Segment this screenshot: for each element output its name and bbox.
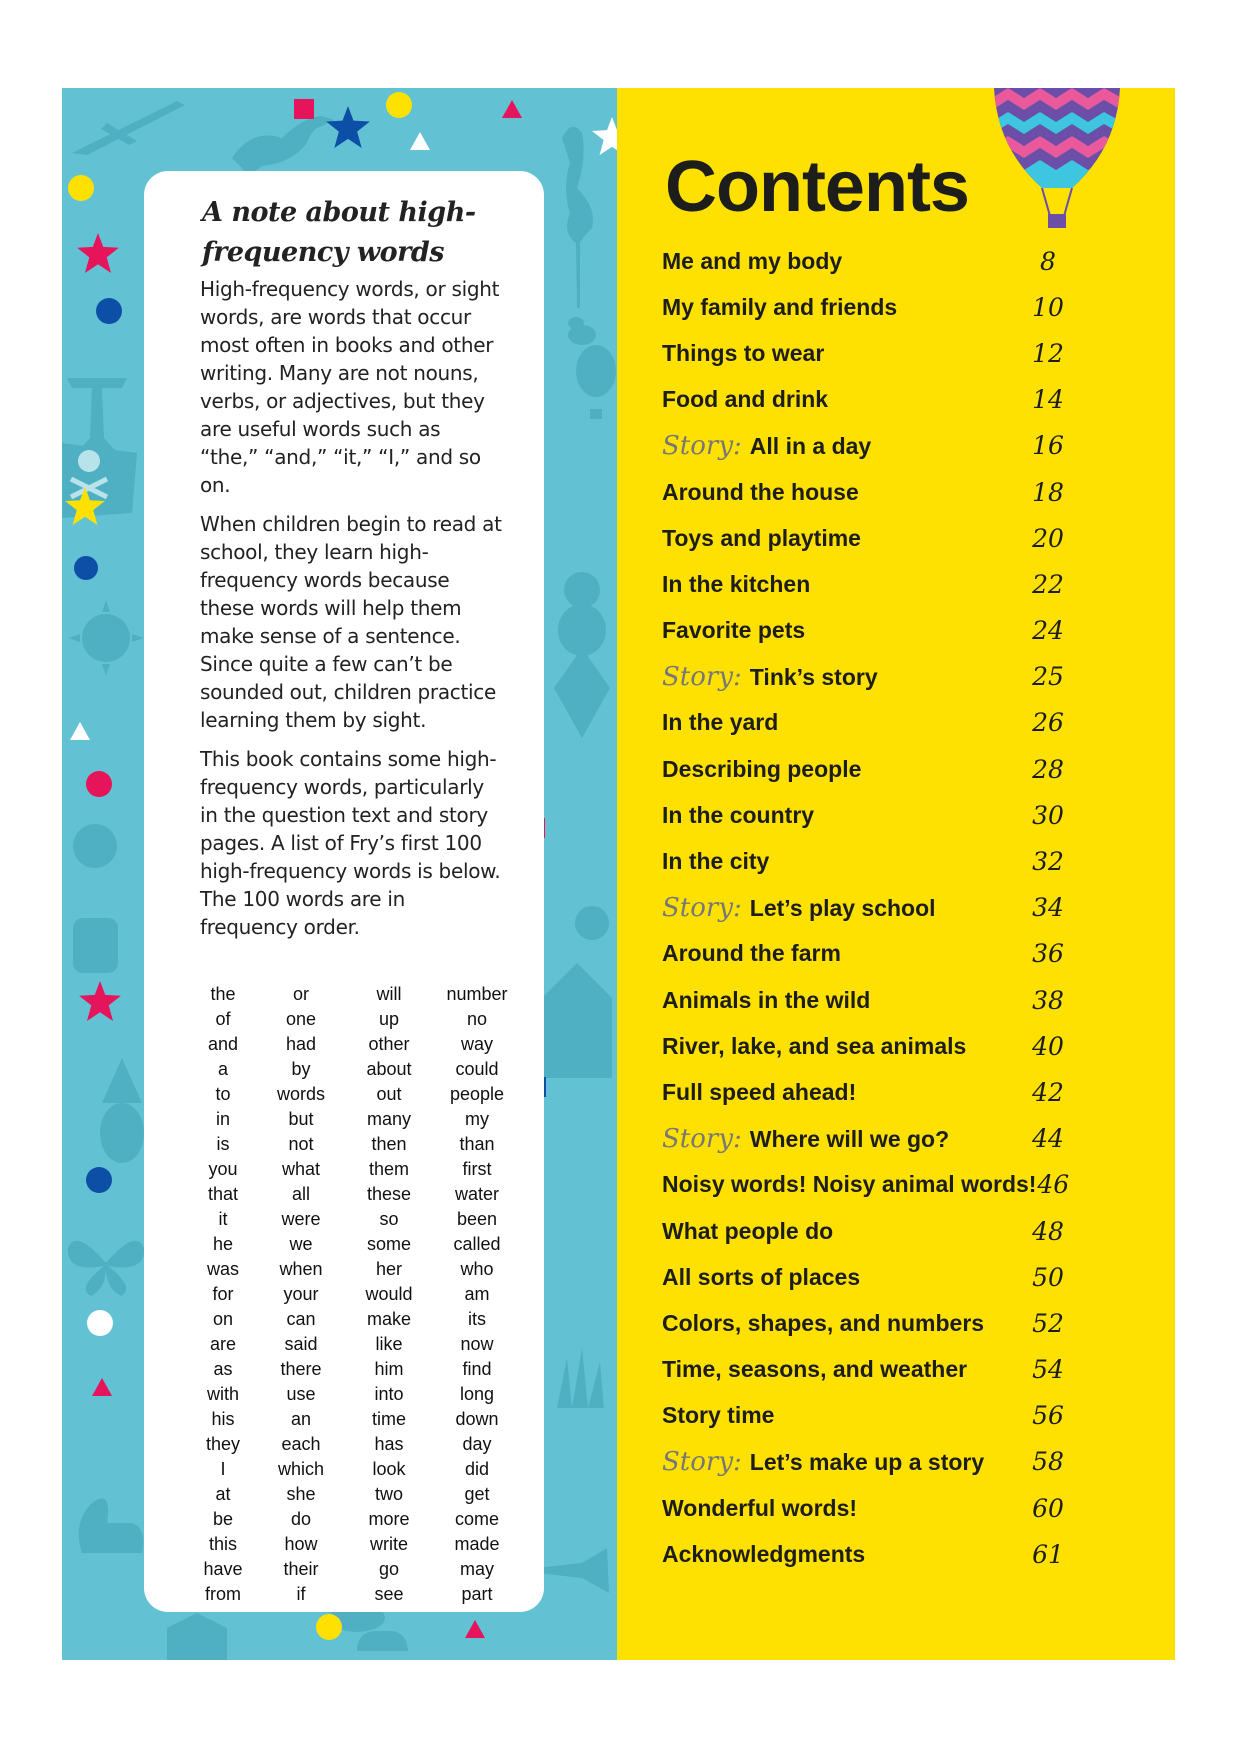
toc-entry-title: My family and friends (662, 293, 898, 320)
word-item: from (205, 1584, 241, 1604)
word-item: use (286, 1384, 316, 1404)
word-item: now (460, 1334, 494, 1354)
toc-page-number: 58 (1032, 1447, 1064, 1477)
toc-entry-label-group (662, 848, 769, 875)
circle-shape (68, 175, 94, 201)
word-item: he (212, 1234, 234, 1254)
toc-story-prefix: Story: (662, 1123, 742, 1154)
word-item: no (466, 1009, 488, 1029)
toc-page-number: 12 (1032, 338, 1064, 368)
word-item: have (203, 1559, 243, 1579)
toc-entry (662, 885, 1070, 931)
toc-page-number: 14 (1032, 385, 1064, 415)
toc-entry-title: What people do (662, 1217, 834, 1244)
toc-entry-title: In the country (662, 801, 815, 828)
toc-story-prefix: Story: (662, 430, 742, 461)
toc-page-number: 36 (1032, 939, 1064, 969)
word-item: which (277, 1459, 325, 1479)
circle-shape (87, 1310, 113, 1336)
word-item: go (378, 1559, 400, 1579)
car-icon (352, 1623, 412, 1660)
word-item: many (366, 1109, 411, 1129)
monkey-icon (552, 568, 612, 658)
toc-entry (662, 1300, 1070, 1346)
word-column (340, 982, 438, 1607)
word-item: then (371, 1134, 407, 1154)
toc-page-number: 42 (1032, 1077, 1064, 1107)
sun-icon (66, 598, 146, 678)
word-item: all (291, 1184, 310, 1204)
toc-entry-title: In the kitchen (662, 570, 811, 597)
word-item: with (206, 1384, 239, 1404)
toc-entry-title: Full speed ahead! (662, 1078, 857, 1105)
triangle-shape (70, 722, 90, 742)
word-item: were (281, 1209, 321, 1229)
word-item: how (284, 1534, 318, 1554)
word-item: these (366, 1184, 412, 1204)
triangle-shape (465, 1620, 485, 1640)
word-item: two (374, 1484, 403, 1504)
word-item: my (465, 1109, 489, 1129)
toc-entry (662, 1393, 1070, 1439)
word-item: a (217, 1059, 228, 1079)
toc-entry (662, 700, 1070, 746)
glider-icon (67, 93, 187, 163)
toc-page-number: 52 (1032, 1308, 1064, 1338)
word-item: first (462, 1159, 492, 1179)
toc-entry-label-group (662, 1356, 967, 1383)
word-item: into (374, 1384, 404, 1404)
word-item: who (460, 1259, 494, 1279)
word-item: about (366, 1059, 412, 1079)
square-shape (294, 99, 314, 119)
toc-entry-label-group (662, 1124, 949, 1154)
toc-entry-label-group (662, 525, 861, 552)
word-column (438, 982, 516, 1607)
toc-page-number: 8 (1040, 246, 1056, 276)
toc-entry-label-group (662, 940, 841, 967)
word-item: by (291, 1059, 311, 1079)
toc-entry-label-group (662, 662, 878, 692)
toc-entry (662, 1208, 1070, 1254)
word-item: did (464, 1459, 490, 1479)
toc-entry (662, 1347, 1070, 1393)
word-item: when (279, 1259, 323, 1279)
toc-entry (662, 1162, 1070, 1208)
word-item: some (366, 1234, 411, 1254)
toc-entry-label-group (662, 431, 871, 461)
gnome-icon (92, 1058, 152, 1168)
flower-icon (70, 821, 120, 871)
note-card (144, 171, 544, 1612)
word-item: number (446, 984, 508, 1004)
toc-entry-title: All in a day (749, 432, 872, 459)
word-item: than (459, 1134, 495, 1154)
word-item: been (456, 1209, 498, 1229)
circle-shape (74, 556, 98, 580)
toc-entry-title: In the city (662, 848, 770, 875)
word-item: can (286, 1309, 316, 1329)
word-item: you (208, 1159, 238, 1179)
toc-entry-title: Colors, shapes, and numbers (662, 1309, 985, 1336)
word-item: its (468, 1309, 486, 1329)
house-icon (542, 958, 612, 1078)
toc-entry (662, 1439, 1070, 1485)
word-item: time (371, 1409, 406, 1429)
word-item: on (212, 1309, 234, 1329)
toc-entry-label-group (662, 1402, 774, 1429)
butterfly-icon (66, 1228, 146, 1298)
word-item: part (461, 1584, 493, 1604)
star-shape (326, 106, 370, 148)
star-shape (77, 233, 119, 273)
toc-entry-label-group (662, 1079, 856, 1106)
building-icon (167, 1613, 227, 1660)
toc-entry (662, 330, 1070, 376)
word-item: they (205, 1434, 241, 1454)
toc-entry-label-group (662, 248, 842, 275)
word-item: we (289, 1234, 313, 1254)
toc-entry-label-group (662, 1033, 966, 1060)
toc-entry-title: River, lake, and sea animals (662, 1032, 967, 1059)
word-item: would (365, 1284, 413, 1304)
word-item: water (454, 1184, 499, 1204)
hot-air-balloon-icon (992, 88, 1122, 238)
toc-entry (662, 377, 1070, 423)
toc-entry-label-group (662, 756, 861, 783)
toc-entry-label-group (662, 893, 936, 923)
word-item: are (209, 1334, 236, 1354)
toc-entry-label-group (662, 617, 805, 644)
contents-title: Contents (665, 147, 969, 227)
toc-entry-label-group (662, 386, 828, 413)
trumpet-icon (537, 1543, 612, 1598)
toc-page-number: 24 (1032, 616, 1064, 646)
toc-entry (662, 1254, 1070, 1300)
toc-page-number: 32 (1032, 847, 1064, 877)
toc-page-number: 46 (1037, 1170, 1070, 1200)
toc-entry (662, 238, 1070, 284)
word-item: not (288, 1134, 314, 1154)
toc-entry-label-group (662, 709, 778, 736)
toc-entry-label-group (662, 1218, 833, 1245)
toc-entry-title: All sorts of places (662, 1263, 861, 1290)
toc-entry (662, 1069, 1070, 1115)
word-item: called (453, 1234, 501, 1254)
toc-entry-title: Where will we go? (749, 1125, 950, 1152)
toc-entry (662, 838, 1070, 884)
toc-page-number: 20 (1032, 523, 1064, 553)
squirrel-icon (72, 1483, 152, 1563)
word-item: your (283, 1284, 319, 1304)
word-item: their (283, 1559, 319, 1579)
word-item: do (290, 1509, 312, 1529)
toc-entry-label-group (662, 1495, 857, 1522)
toc-entry (662, 1116, 1070, 1162)
star-shape (65, 487, 105, 525)
note-paragraph: This book contains some high-frequency words, particularly in the question text and story pages. A list of Fry’s first 100 high-frequency words is below. The 100 words are in frequency order. (200, 747, 501, 939)
toc-entry (662, 1485, 1070, 1531)
word-item: is (216, 1134, 230, 1154)
word-item: like (375, 1334, 403, 1354)
word-item: them (368, 1159, 410, 1179)
toc-entry-title: Time, seasons, and weather (662, 1356, 968, 1383)
toc-page-number: 22 (1032, 569, 1064, 599)
triangle-shape (92, 1378, 112, 1398)
word-item: look (372, 1459, 406, 1479)
toc-entry-title: Let’s make up a story (749, 1448, 985, 1475)
toc-entry-title: Let’s play school (749, 894, 936, 921)
toc-entry-title: Wonderful words! (662, 1494, 858, 1521)
toc-entry-title: Around the farm (662, 940, 841, 967)
toc-entry-label-group (662, 987, 870, 1014)
word-item: if (296, 1584, 306, 1604)
word-item: him (374, 1359, 404, 1379)
word-item: be (212, 1509, 234, 1529)
word-item: was (206, 1259, 239, 1279)
toc-entry-title: Tink’s story (749, 663, 878, 690)
table-of-contents (662, 238, 1070, 1577)
toc-entry-label-group (662, 1447, 984, 1477)
toc-page-number: 61 (1032, 1539, 1064, 1569)
toc-entry (662, 515, 1070, 561)
word-item: she (286, 1484, 316, 1504)
word-item: but (288, 1109, 314, 1129)
triangle-shape (502, 100, 522, 120)
word-item: out (376, 1084, 402, 1104)
word-item: way (460, 1034, 493, 1054)
word-item: other (368, 1034, 410, 1054)
star-shape (79, 981, 121, 1021)
toc-entry (662, 792, 1070, 838)
toc-page-number: 25 (1032, 662, 1064, 692)
word-item: this (208, 1534, 237, 1554)
toc-entry-title: Describing people (662, 755, 862, 782)
grass-icon (552, 1348, 612, 1408)
word-item: in (215, 1109, 230, 1129)
toc-entry-label-group (662, 571, 810, 598)
toc-entry-label-group (662, 1264, 860, 1291)
word-item: his (211, 1409, 235, 1429)
word-item: it (218, 1209, 228, 1229)
toc-entry-title: Story time (662, 1402, 775, 1429)
word-item: get (464, 1484, 490, 1504)
circle-shape (96, 298, 122, 324)
toc-entry-label-group (662, 1310, 984, 1337)
toc-story-prefix: Story: (662, 661, 742, 692)
word-item: at (215, 1484, 231, 1504)
word-item: write (369, 1534, 408, 1554)
toc-entry (662, 423, 1070, 469)
word-item: come (454, 1509, 499, 1529)
toc-page-number: 34 (1032, 893, 1064, 923)
toc-entry (662, 931, 1070, 977)
circle-shape (86, 771, 112, 797)
toc-entry-title: Food and drink (662, 386, 829, 413)
toc-entry-title: Things to wear (662, 339, 825, 366)
triangle-shape (410, 132, 430, 152)
word-item: so (379, 1209, 399, 1229)
toc-entry (662, 977, 1070, 1023)
word-item: make (366, 1309, 411, 1329)
toc-entry-title: Noisy words! Noisy animal words! (662, 1171, 1037, 1198)
toc-page-number: 60 (1032, 1493, 1064, 1523)
toc-entry-label-group (662, 294, 897, 321)
word-item: each (281, 1434, 321, 1454)
note-paragraph: When children begin to read at school, they learn high-frequency words because these words will help them make sense of a sentence. Since quite a few can’t be sounded out, children practice learning them by sight. (200, 512, 502, 732)
word-item: people (449, 1084, 505, 1104)
note-title: A note about high-frequency words (202, 197, 476, 268)
backpack-icon (68, 908, 123, 978)
toc-entry-title: Favorite pets (662, 617, 806, 644)
toc-entry (662, 284, 1070, 330)
toc-page-number: 10 (1032, 292, 1064, 322)
word-item: to (215, 1084, 231, 1104)
word-item: long (459, 1384, 495, 1404)
word-item: said (284, 1334, 318, 1354)
toc-entry-label-group (662, 479, 859, 506)
word-item: the (210, 984, 236, 1004)
toc-page-number: 38 (1032, 985, 1064, 1015)
toc-page-number: 56 (1032, 1401, 1064, 1431)
word-item: made (454, 1534, 500, 1554)
toc-entry-title: Me and my body (662, 247, 843, 274)
word-item: and (207, 1034, 239, 1054)
toc-entry-label-group (662, 1171, 1036, 1198)
circle-shape (316, 1614, 342, 1640)
circle-shape (386, 92, 412, 118)
toc-page-number: 16 (1032, 431, 1064, 461)
word-item: am (464, 1284, 490, 1304)
toc-entry (662, 1531, 1070, 1577)
toc-entry-title: Around the house (662, 478, 859, 505)
note-paragraph: High-frequency words, or sight words, are words that occur most often in books and other writing. Many are not nouns, verbs, or adjectives, but they are useful words such as “the,” “and,” “it,” “I,” and so on. (200, 277, 500, 497)
toc-entry-title: Toys and playtime (662, 524, 861, 551)
left-page (62, 88, 617, 1660)
toc-page-number: 50 (1032, 1262, 1064, 1292)
toc-page-number: 30 (1032, 800, 1064, 830)
toc-entry-title: In the yard (662, 709, 779, 736)
word-item: her (375, 1259, 402, 1279)
word-item: there (280, 1359, 322, 1379)
word-item: for (212, 1284, 234, 1304)
word-item: what (281, 1159, 321, 1179)
word-item: an (290, 1409, 312, 1429)
high-frequency-word-list (184, 982, 508, 1607)
word-item: as (213, 1359, 233, 1379)
toc-entry (662, 561, 1070, 607)
toc-story-prefix: Story: (662, 1446, 742, 1477)
circle-shape (86, 1167, 112, 1193)
word-item: more (368, 1509, 410, 1529)
kite-icon (552, 648, 612, 778)
word-item: words (276, 1084, 325, 1104)
toc-entry (662, 608, 1070, 654)
toc-page-number: 48 (1032, 1216, 1064, 1246)
word-item: may (459, 1559, 494, 1579)
word-item: up (378, 1009, 400, 1029)
toc-page-number: 28 (1032, 754, 1064, 784)
toc-page-number: 18 (1032, 477, 1064, 507)
toc-entry (662, 746, 1070, 792)
book-spread (62, 88, 1175, 1660)
word-item: day (462, 1434, 492, 1454)
toc-page-number: 40 (1032, 1031, 1064, 1061)
word-item: one (285, 1009, 317, 1029)
word-item: had (285, 1034, 317, 1054)
word-column (184, 982, 262, 1607)
word-item: I (220, 1459, 226, 1479)
toc-entry (662, 1023, 1070, 1069)
toc-entry (662, 469, 1070, 515)
word-item: has (374, 1434, 404, 1454)
toc-entry-title: Acknowledgments (662, 1540, 866, 1567)
word-item: see (374, 1584, 404, 1604)
flower-icon (572, 903, 612, 943)
word-item: of (215, 1009, 231, 1029)
toc-entry-title: Animals in the wild (662, 986, 871, 1013)
toc-page-number: 26 (1032, 708, 1064, 738)
word-column (262, 982, 340, 1607)
toc-page-number: 54 (1032, 1355, 1064, 1385)
toc-entry-label-group (662, 340, 824, 367)
toc-page-number: 44 (1032, 1124, 1064, 1154)
right-page (617, 88, 1175, 1660)
toc-entry-label-group (662, 802, 814, 829)
word-item: down (455, 1409, 499, 1429)
word-item: will (376, 984, 402, 1004)
hot-air-balloon-icon (574, 343, 617, 428)
word-item: find (462, 1359, 492, 1379)
toc-entry-label-group (662, 1541, 865, 1568)
toc-entry (662, 654, 1070, 700)
star-shape (592, 116, 617, 156)
toc-story-prefix: Story: (662, 892, 742, 923)
word-item: that (207, 1184, 239, 1204)
word-item: could (455, 1059, 499, 1079)
word-item: or (292, 984, 309, 1004)
